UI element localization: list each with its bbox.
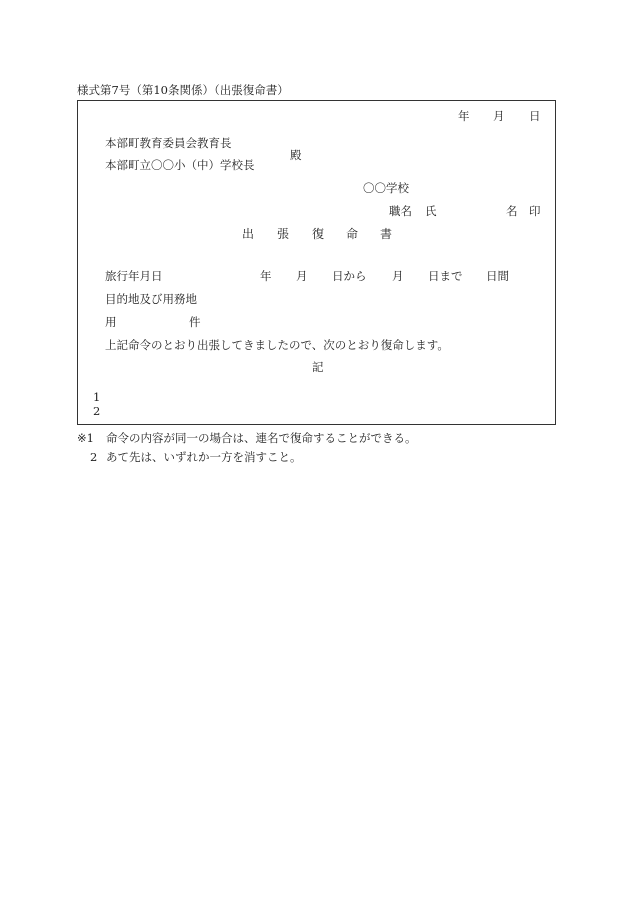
sender-name-label-2: 名 [506, 204, 518, 218]
addressee-honorific: 殿 [290, 148, 302, 162]
travel-from-label: 日から [332, 269, 367, 283]
travel-date-label: 旅行年月日 [105, 269, 163, 283]
sender-seal-label: 印 [529, 204, 541, 218]
travel-year-label: 年 [260, 269, 272, 283]
title-char-4: 命 [346, 227, 359, 241]
title-char-2: 張 [277, 227, 290, 241]
note-2-text: あて先は、いずれか一方を消すこと。 [106, 450, 302, 464]
date-day-label: 日 [529, 109, 541, 123]
sender-position-label: 職名 [389, 204, 412, 218]
note-1-mark: ※1 [77, 431, 94, 445]
form-number-label: 様式第7号（第10条関係）（出張復命書） [77, 83, 289, 97]
travel-month2-label: 月 [392, 269, 404, 283]
report-statement: 上記命令のとおり出張してきましたので、次のとおり復命します。 [105, 338, 449, 352]
destination-label: 目的地及び用務地 [105, 292, 197, 306]
date-month-label: 月 [493, 109, 505, 123]
date-year-label: 年 [458, 109, 470, 123]
addressee-line-1: 本部町教育委員会教育長 [105, 136, 232, 150]
travel-until-label: 日まで [428, 269, 463, 283]
ki-heading: 記 [312, 360, 324, 374]
business-label-char-2: 件 [189, 315, 201, 329]
item-number-1: 1 [93, 390, 101, 404]
note-1-text: 命令の内容が同一の場合は、連名で復命することができる。 [106, 431, 417, 445]
sender-name-label-1: 氏 [425, 204, 437, 218]
note-2-mark: 2 [90, 450, 98, 464]
item-number-2: 2 [93, 404, 101, 418]
title-char-3: 復 [312, 227, 325, 241]
travel-days-label: 日間 [486, 269, 509, 283]
business-label-char-1: 用 [105, 315, 117, 329]
title-char-5: 書 [380, 227, 393, 241]
sender-school: 〇〇学校 [363, 181, 409, 195]
addressee-line-2: 本部町立〇〇小（中）学校長 [105, 158, 255, 172]
title-char-1: 出 [242, 227, 255, 241]
travel-month-label: 月 [296, 269, 308, 283]
